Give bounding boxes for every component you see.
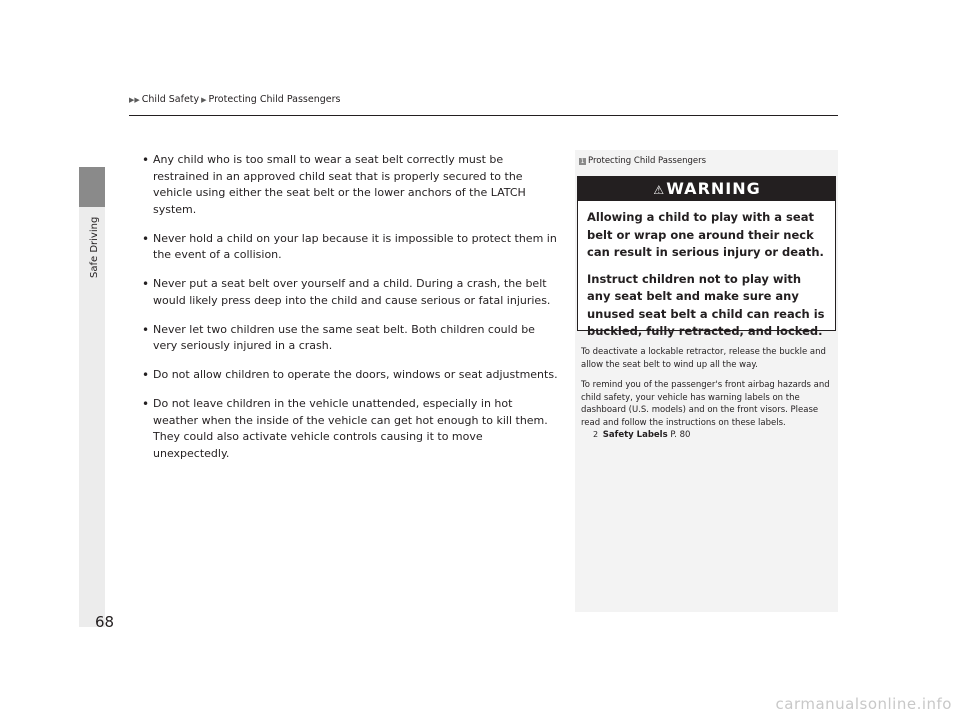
header-divider	[129, 115, 838, 116]
warning-box	[577, 176, 836, 338]
cross-reference-link[interactable]	[593, 429, 833, 442]
bullet-item: • Do not allow children to operate the doors, windows or seat adjustments.	[142, 367, 560, 384]
section-tab-marker	[79, 167, 105, 207]
page-number: 68	[95, 613, 115, 631]
warning-label: WARNING	[666, 179, 761, 198]
note-marker-icon: 1	[580, 158, 585, 165]
bullet-item: • Never hold a child on your lap because it is impossible to protect them in the event of a collision.	[142, 231, 560, 264]
note-paragraph: To deactivate a lockable retractor, release the buckle and allow the seat belt to wind up all the way.	[581, 347, 826, 370]
note-paragraph	[581, 379, 833, 429]
note-paragraph-text: To remind you of the passenger's front airbag hazards and child safety, your vehicle has warning labels on the dashboard (U.S. models) and on the front visors. Please read and follow the instructions on these labels.	[581, 380, 830, 428]
cross-reference-page: P. 80	[670, 430, 691, 440]
bullet-item: • Never let two children use the same seat belt. Both children could be very seriously injured in a crash.	[142, 322, 560, 355]
breadcrumb	[129, 94, 340, 105]
cross-reference-label: Safety Labels	[602, 430, 668, 440]
warning-text: Allowing a child to play with a seat belt or wrap one around their neck can result in serious injury or death.	[587, 210, 824, 259]
warning-header	[578, 177, 835, 201]
breadcrumb-item-child-safety[interactable]: Child Safety	[141, 94, 200, 105]
watermark: carmanualsonline.info	[775, 695, 952, 713]
sidebar-title-text: Protecting Child Passengers	[588, 156, 707, 166]
breadcrumb-arrow-icon: ▶▶	[129, 96, 140, 104]
breadcrumb-item-protecting-child-passengers[interactable]: Protecting Child Passengers	[208, 94, 341, 105]
bullet-item: • Do not leave children in the vehicle unattended, especially in hot weather when the inside of the vehicle can get hot enough to kill them. They could also activate vehicle controls causing it to move unexpectedly.	[142, 396, 560, 462]
warning-text: Instruct children not to play with any seat belt and make sure any unused seat belt a child can reach is buckled, fully retracted, and locked.	[587, 271, 825, 338]
sidebar-title	[579, 156, 706, 166]
sidebar-notes	[575, 150, 838, 612]
warning-triangle-icon: ⚠	[653, 183, 666, 197]
sidebar-body	[581, 346, 833, 442]
bullet-list	[142, 152, 560, 475]
bullet-item: • Any child who is too small to wear a seat belt correctly must be restrained in an approved child seat that is properly secured to the vehicle using either the seat belt or the lower anchors of the LATCH system.	[142, 152, 560, 218]
reference-arrow-icon: 2	[593, 430, 599, 439]
section-label: Safe Driving	[89, 216, 100, 278]
breadcrumb-arrow-icon: ▶	[201, 96, 207, 104]
bullet-item: • Never put a seat belt over yourself and a child. During a crash, the belt would likely press deep into the child and cause serious or fatal injuries.	[142, 276, 560, 309]
